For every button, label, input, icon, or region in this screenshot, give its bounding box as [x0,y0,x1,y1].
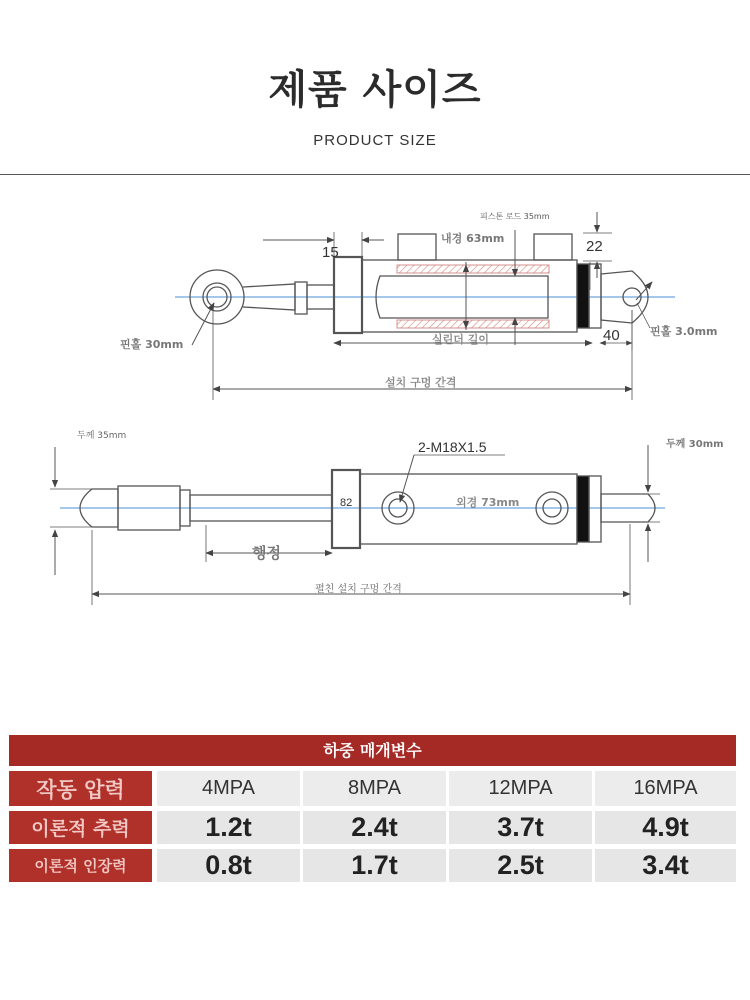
table-cell: 12MPA [449,771,592,806]
bottom-barrel [360,474,577,544]
top-end-cap-seal [577,264,589,328]
top-port-left [398,234,436,260]
top-pin-hole-right-label: 핀홀 3.0mm [650,325,718,338]
top-piston-rod-label: 피스톤 로드 35mm [480,212,550,221]
table-cell: 1.7t [303,849,446,882]
table-cell: 2.5t [449,849,592,882]
table-cell: 2.4t [303,811,446,844]
row-label: 작동 압력 [9,771,152,806]
table-cell: 1.2t [157,811,300,844]
top-pin-hole-left-label: 핀홀 30mm [120,338,184,351]
row-label: 이론적 인장력 [9,849,152,882]
top-dim-15: 15 [322,244,339,261]
table-cell: 16MPA [595,771,736,806]
top-dim-22: 22 [586,238,603,255]
bottom-extended-spacing-label: 펼친 설치 구멍 간격 [315,584,402,595]
top-inner-diameter-label: 내경 63mm [441,232,505,245]
table-row-working-pressure [9,771,736,806]
table-row-theoretical-tension [9,849,736,882]
table-cell: 4MPA [157,771,300,806]
row-label: 이론적 추력 [9,811,152,844]
bottom-stroke-label: 행정 [252,544,281,562]
table-cell: 0.8t [157,849,300,882]
table-row-theoretical-thrust [9,811,736,844]
bottom-front-gland [332,470,360,548]
top-dim-40: 40 [603,327,620,344]
bottom-dim-82: 82 [340,497,353,509]
top-front-gland [334,257,362,333]
table-cell: 3.4t [595,849,736,882]
bottom-thickness-right-label: 두께 30mm [666,439,724,450]
table-title: 하중 매개변수 [9,735,736,766]
bottom-end-cap-seal [577,476,589,542]
table-cell: 4.9t [595,811,736,844]
page-subtitle: PRODUCT SIZE [313,132,437,149]
top-port-right [534,234,572,260]
bottom-thickness-left-label: 두께 35mm [77,431,127,441]
page-title: 제품 사이즈 [268,67,482,113]
bottom-outer-diameter-label: 외경 73mm [456,496,520,509]
top-install-spacing-label: 설치 구멍 간격 [385,376,457,389]
table-cell: 3.7t [449,811,592,844]
table-cell: 8MPA [303,771,446,806]
bottom-view [50,445,665,605]
top-cylinder-length-label: 실린더 길이 [432,333,489,346]
bottom-port-thread-label: 2-M18X1.5 [418,439,487,455]
